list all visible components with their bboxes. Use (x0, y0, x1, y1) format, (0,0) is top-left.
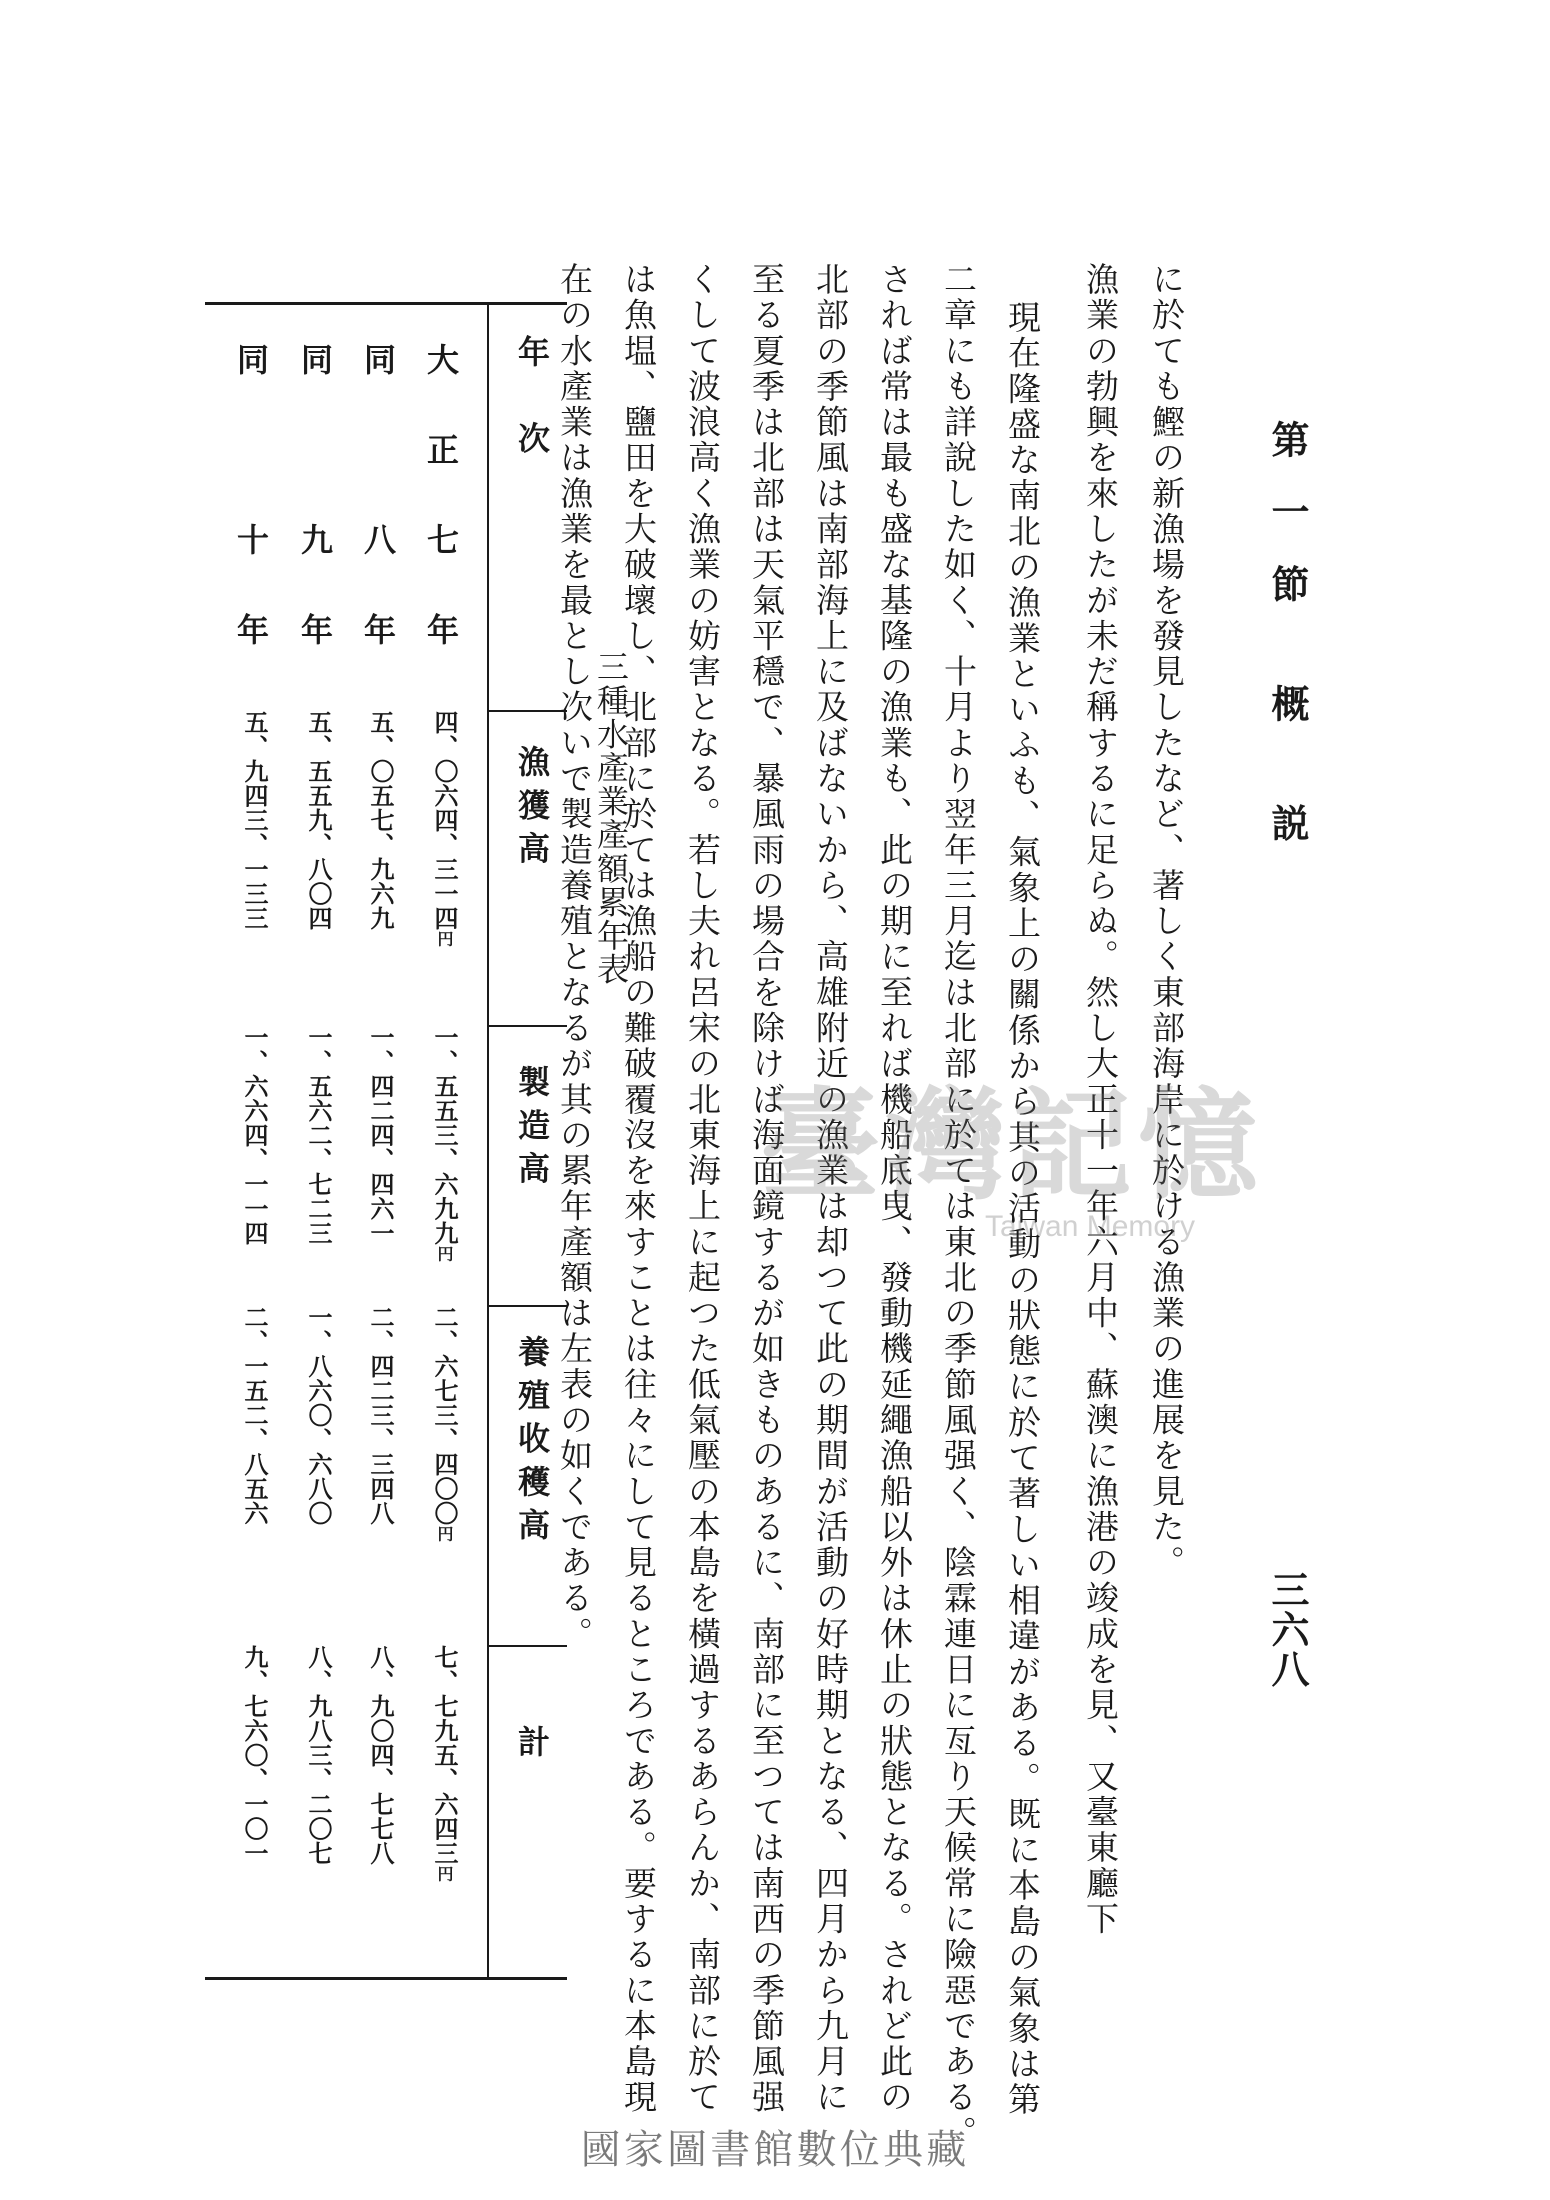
cell-culture: 二、一五二、八五六 (240, 1305, 269, 1526)
cell-total: 九、七六〇、一〇一 (240, 1645, 269, 1866)
cell-total: 八、九〇四、七七八 (366, 1645, 395, 1866)
cell-catch: 五、九四三、一三三 (240, 710, 269, 931)
cell-manufacture: 一、五五三、六九九円 (430, 1025, 459, 1262)
header-divider (487, 1025, 567, 1027)
body-line-10: 在の水產業は漁業を最とし次いで製造養殖となるが其の累年產額は左表の如くである。 (555, 262, 594, 1652)
body-line-5: されば常は最も盛な基隆の漁業も、此の期に至れば機船底曳、發動機延繩漁船以外は休止の狀態となる。されど此の (875, 262, 914, 2116)
body-line-7: 至る夏季は北部は天氣平穩で、暴風雨の場合を除けば海面鏡するが如きものあるに、南部に至つては南西の季節風强 (747, 262, 786, 2116)
table-caption: 三種水產業產額累年表 (592, 650, 630, 986)
section-title: 第一節 概 説 (1265, 420, 1310, 876)
body-line-3: 現在隆盛な南北の漁業といふも、氣象上の關係から其の活動の狀態に於て著しい相違がある。既に本島の氣象は第 (1003, 300, 1042, 2118)
body-line-8: くして波浪高く漁業の妨害となる。若し夫れ呂宋の北東海上に起つた低氣壓の本島を橫過するあらんか、南部に於て (683, 262, 722, 2116)
cell-total: 七、七九五、六四三円 (430, 1645, 459, 1882)
header-divider (487, 1305, 567, 1307)
cell-manufacture: 一、六六四、一一四 (240, 1025, 269, 1246)
header-catch: 漁獲高 (513, 745, 551, 875)
header-manufacture: 製造高 (513, 1065, 551, 1195)
watermark-logo: 臺灣記憶 (760, 1075, 1264, 1216)
header-divider (487, 710, 567, 712)
header-culture: 養殖收穫高 (513, 1335, 551, 1551)
cell-culture: 二、六七三、四〇〇円 (430, 1305, 459, 1542)
header-total: 計 (513, 1725, 551, 1769)
footer-collection-label: 國家圖書館數位典藏 (580, 2127, 970, 2173)
production-table (205, 302, 567, 1980)
cell-culture: 一、八六〇、六八〇 (304, 1305, 333, 1526)
table-header-column (487, 305, 569, 1977)
table-row-year: 同 十 年 (236, 341, 269, 649)
body-line-2: 漁業の勃興を來したが未だ稱するに足らぬ。然し大正十一年六月中、蘇澳に漁港の竣成を見、又臺東廳下 (1081, 262, 1120, 1938)
table-row-year: 同 八 年 (363, 341, 396, 649)
cell-manufacture: 一、五六二、七二三 (304, 1025, 333, 1246)
cell-catch: 五、〇五七、九六九 (366, 710, 395, 931)
page-number: 三六八 (1265, 1570, 1310, 1690)
body-line-1: に於ても鰹の新漁場を發見したなど、著しく東部海岸に於ける漁業の進展を見た。 (1147, 262, 1186, 1581)
cell-catch: 四、〇六四、三一四円 (430, 710, 459, 947)
cell-manufacture: 一、四二四、四六一 (366, 1025, 395, 1246)
body-line-9: は魚塭、鹽田を大破壞し、北部に於ては漁船の難破覆沒を來すことは往々にして見るところである。要するに本島現 (619, 262, 658, 2116)
watermark-subtext: Taiwan Memory (985, 1210, 1196, 1243)
header-divider (487, 1645, 567, 1647)
body-line-4: 二章にも詳說した如く、十月より翌年三月迄は北部に於ては東北の季節風强く、陰霖連日に亙り天候常に險惡である。 (939, 262, 978, 2151)
cell-catch: 五、五五九、八〇四 (304, 710, 333, 931)
table-row-year: 大 正 七 年 (426, 341, 459, 649)
header-year: 年 次 (513, 335, 551, 465)
cell-culture: 二、四二三、三四八 (366, 1305, 395, 1526)
cell-total: 八、九八三、二〇七 (304, 1645, 333, 1866)
body-line-6: 北部の季節風は南部海上に及ばないから、高雄附近の漁業は却つて此の期間が活動の好時期となる、四月から九月に (811, 262, 850, 2116)
table-row-year: 同 九 年 (300, 341, 333, 649)
